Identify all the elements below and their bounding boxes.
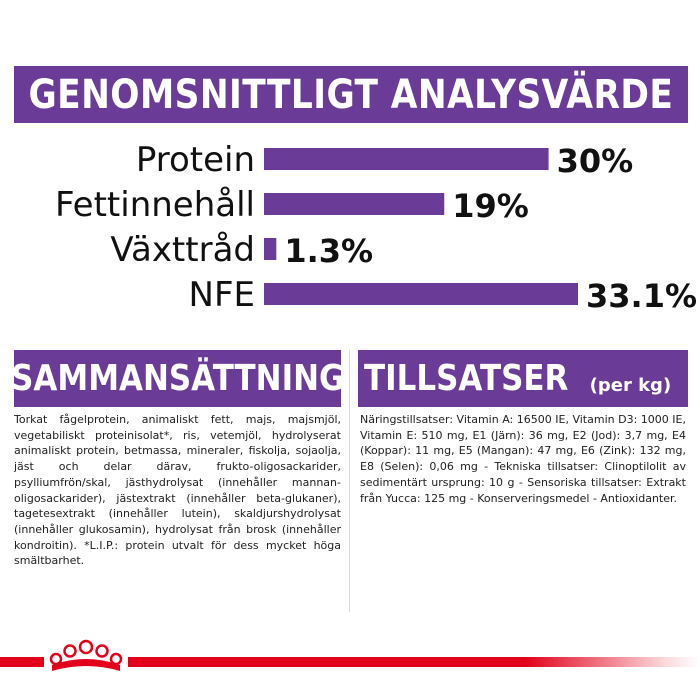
value-label: 30%	[556, 142, 634, 180]
column-divider	[349, 350, 350, 612]
bar	[264, 148, 549, 170]
bar	[264, 193, 444, 215]
additives-title: TILLSATSER	[364, 358, 569, 399]
composition-title: SAMMANSÄTTNING	[10, 358, 345, 399]
royal-canin-crown-icon	[44, 635, 128, 675]
category-label: Fettinnehåll	[54, 185, 255, 225]
composition-text: Torkat fågelprotein, animaliskt fett, majs, majsmjöl, vegetabiliskt proteinisolat*, ris, vetemjöl, hydrolyserat animaliskt protein, betmassa, mineraler, fiskolja, sojaolja, jäst och delar därav, frukto-oligosackarider, psylliumfrön/skal, jästhydrolysat (innehåller mannan-oligosackarider), jästextrakt (innehåller beta-glukaner), tagetesextrakt (innehåller lutein), skaldjurshydrolysat (innehåller glukosamin), hydrolysat från brosk (innehåller kondroitin). *L.I.P.: protein utvalt för dess mycket höga smältbarhet.	[14, 413, 341, 568]
composition-header	[10, 350, 345, 407]
additives-header	[358, 350, 688, 407]
value-label: 19%	[452, 187, 529, 225]
category-label: Växttråd	[110, 230, 255, 270]
additives-subtitle: (per kg)	[589, 375, 672, 396]
analysis-bar-chart	[0, 135, 700, 315]
category-label: Protein	[135, 140, 255, 180]
category-label: NFE	[188, 275, 255, 315]
bar	[264, 238, 276, 260]
analysis-banner	[14, 66, 688, 123]
value-label: 33.1%	[586, 277, 698, 315]
value-label: 1.3%	[284, 232, 374, 270]
analysis-title: GENOMSNITTLIGT ANALYSVÄRDE	[28, 71, 674, 118]
bar	[264, 283, 578, 305]
additives-text: Näringstillsatser: Vitamin A: 16500 IE, Vitamin D3: 1000 IE, Vitamin E: 510 mg, E1 (Järn): 36 mg, E2 (Jod): 3,7 mg, E4 (Koppar): 11 mg, E5 (Mangan): 47 mg, E6 (Zink): 132 mg, E8 (Selen): 0,06 mg - Tekniska tillsatser: Clinoptilolit av sedimentärt ursprung: 10 g - Sensoriska tillsatser: Extrakt från Yucca: 125 mg - Konserveringsmedel - Antioxidanter.	[360, 413, 686, 505]
